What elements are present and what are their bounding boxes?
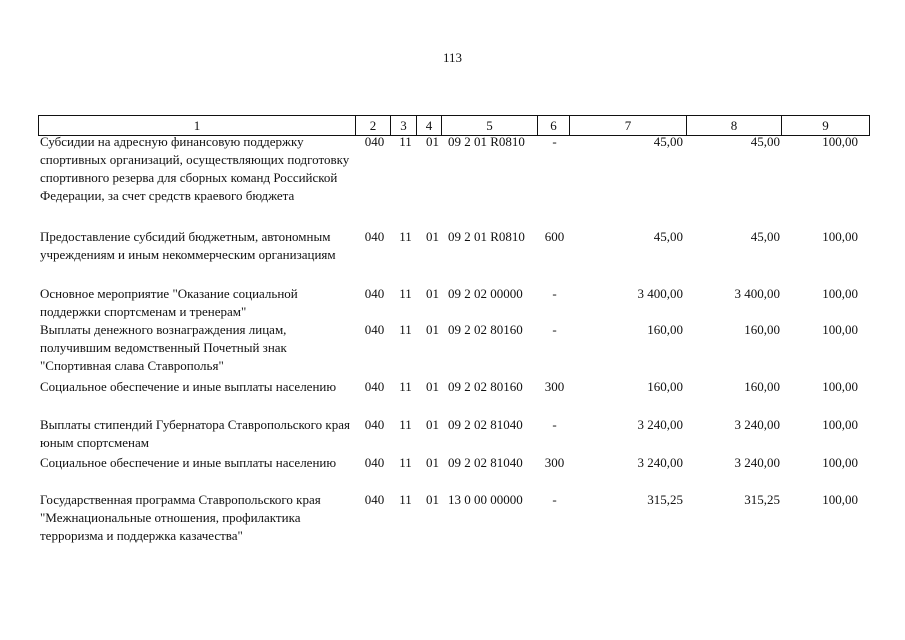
- header-col-4: 4: [425, 118, 433, 133]
- header-col-9: 9: [822, 118, 829, 133]
- row-col-2: 040: [364, 379, 385, 394]
- row-col-5: 09 2 02 00000: [448, 286, 523, 301]
- row-col-7: 160,00: [647, 379, 683, 394]
- header-col-7: 7: [624, 118, 632, 133]
- row-col-6: 300: [544, 379, 565, 394]
- row-col-2: 040: [364, 322, 385, 337]
- page-number: 113: [442, 50, 463, 65]
- row-col-8: 160,00: [744, 379, 780, 394]
- row-col-8: 3 400,00: [734, 286, 780, 301]
- row-col-9: 100,00: [822, 229, 858, 244]
- row-col-5: 09 2 02 81040: [448, 417, 523, 432]
- row-col-4: 01: [426, 134, 439, 149]
- row-name: Выплаты стипендий Губернатора Ставропольского края юным спортсменам: [40, 417, 351, 450]
- row-col-4: 01: [426, 492, 439, 507]
- row-col-4: 01: [426, 417, 439, 432]
- row-col-5: 09 2 02 80160: [448, 379, 523, 394]
- row-col-4: 01: [426, 286, 439, 301]
- row-name: Социальное обеспечение и иные выплаты населению: [40, 379, 337, 394]
- row-col-9: 100,00: [822, 417, 858, 432]
- row-col-2: 040: [364, 492, 385, 507]
- row-col-5: 09 2 01 R0810: [448, 134, 525, 149]
- header-col-5: 5: [486, 118, 493, 133]
- row-col-8: 45,00: [750, 134, 780, 149]
- row-col-5: 09 2 01 R0810: [448, 229, 525, 244]
- row-col-7: 315,25: [647, 492, 683, 507]
- row-col-3: 11: [399, 492, 412, 507]
- row-col-7: 45,00: [653, 134, 683, 149]
- row-col-4: 01: [426, 455, 439, 470]
- header-col-1: 1: [193, 118, 201, 133]
- row-name: Предоставление субсидий бюджетным, автономным учреждениям и иным некоммерческим организациям: [40, 229, 336, 262]
- row-col-3: 11: [399, 455, 412, 470]
- row-name: Выплаты денежного вознаграждения лицам, получившим ведомственный Почетный знак "Спортивная слава Ставрополья": [40, 322, 287, 373]
- row-col-2: 040: [364, 229, 385, 244]
- row-col-9: 100,00: [822, 492, 858, 507]
- row-col-6: -: [552, 492, 557, 507]
- row-col-6: -: [552, 286, 557, 301]
- row-col-9: 100,00: [822, 322, 858, 337]
- row-col-9: 100,00: [822, 134, 858, 149]
- row-col-8: 160,00: [744, 322, 780, 337]
- row-col-7: 160,00: [647, 322, 683, 337]
- row-col-8: 315,25: [744, 492, 780, 507]
- row-col-7: 45,00: [653, 229, 683, 244]
- row-col-6: -: [552, 134, 557, 149]
- row-col-8: 3 240,00: [734, 455, 780, 470]
- row-col-7: 3 240,00: [637, 455, 683, 470]
- row-col-7: 3 240,00: [637, 417, 683, 432]
- row-col-3: 11: [399, 322, 412, 337]
- row-col-9: 100,00: [822, 379, 858, 394]
- header-col-2: 2: [369, 118, 377, 133]
- row-col-9: 100,00: [822, 286, 858, 301]
- header-col-3: 3: [400, 118, 407, 133]
- row-name: Социальное обеспечение и иные выплаты населению: [40, 455, 337, 470]
- row-col-8: 3 240,00: [734, 417, 780, 432]
- row-name: Основное мероприятие "Оказание социальной поддержки спортсменам и тренерам": [40, 286, 298, 319]
- header-col-8: 8: [730, 118, 738, 133]
- row-col-8: 45,00: [750, 229, 780, 244]
- row-col-5: 13 0 00 00000: [448, 492, 523, 507]
- row-col-6: 600: [544, 229, 565, 244]
- row-col-2: 040: [364, 455, 385, 470]
- row-col-3: 11: [399, 417, 412, 432]
- row-col-2: 040: [364, 417, 385, 432]
- row-col-6: 300: [544, 455, 565, 470]
- row-col-3: 11: [399, 134, 412, 149]
- row-name: Субсидии на адресную финансовую поддержку спортивных организаций, осуществляющих подготовку спортивного резерва для сборных команд Российской Федерации, за счет средств краевого бюджета: [40, 134, 350, 203]
- row-name: Государственная программа Ставропольского края "Межнациональные отношения, профилактика терроризма и поддержка казачества": [40, 492, 321, 543]
- row-col-4: 01: [426, 229, 439, 244]
- row-col-2: 040: [364, 134, 385, 149]
- row-col-4: 01: [426, 379, 439, 394]
- row-col-6: -: [552, 417, 557, 432]
- row-col-3: 11: [399, 229, 412, 244]
- row-col-5: 09 2 02 81040: [448, 455, 523, 470]
- row-col-6: -: [552, 322, 557, 337]
- row-col-2: 040: [364, 286, 385, 301]
- row-col-9: 100,00: [822, 455, 858, 470]
- header-col-6: 6: [550, 118, 557, 133]
- row-col-3: 11: [399, 286, 412, 301]
- row-col-4: 01: [426, 322, 439, 337]
- row-col-5: 09 2 02 80160: [448, 322, 523, 337]
- row-col-7: 3 400,00: [637, 286, 683, 301]
- row-col-3: 11: [399, 379, 412, 394]
